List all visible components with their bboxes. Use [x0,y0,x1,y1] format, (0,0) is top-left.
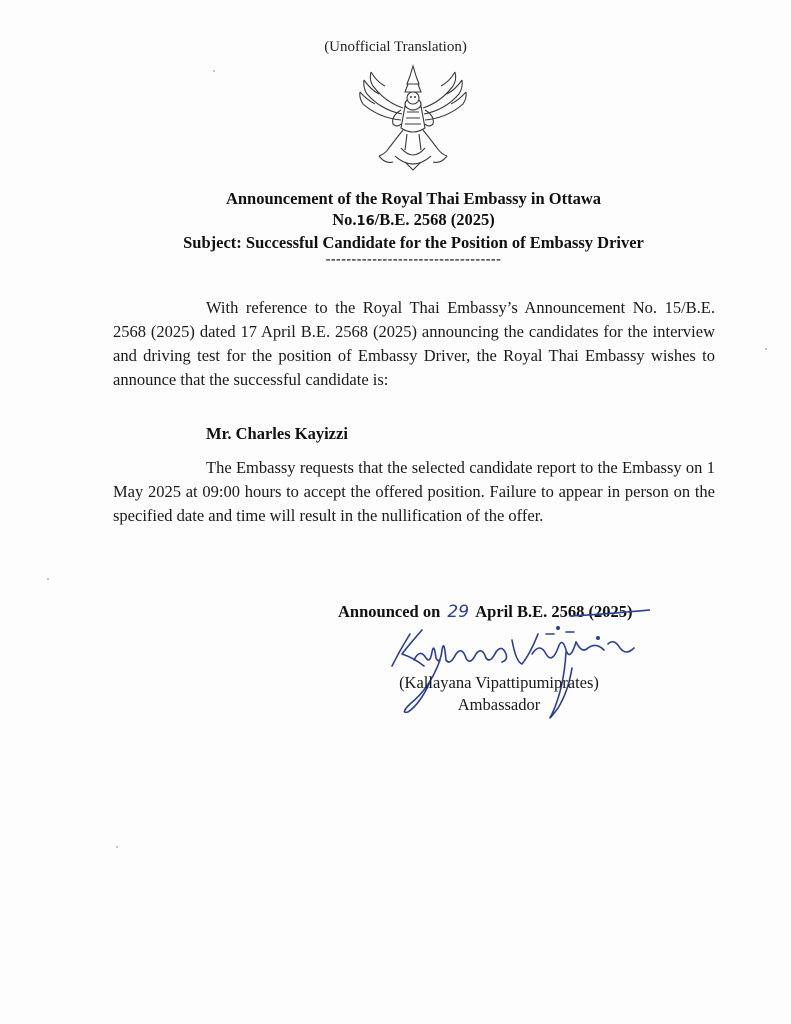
paper-speck [213,70,215,72]
announcement-title: Announcement of the Royal Thai Embassy in Ottawa [225,189,602,208]
signatory-title: Ambassador [457,695,541,714]
successful-candidate-name: Mr. Charles Kayizzi [206,424,348,443]
paper-speck [47,578,49,580]
garuda-emblem-icon [355,62,471,174]
body-paragraph-reference: With reference to the Royal Thai Embassy’s Announcement No. 15/B.E. 2568 (2025) dated 17 April B.E. 2568 (2025) announcing the candidates for the interview and driving test for the position of Embassy Driver, the Royal Thai Embassy wishes to announce that the successful candidate is: [113,298,715,389]
translation-note: (Unofficial Translation) [324,39,467,55]
announcement-subject: Subject: Successful Candidate for the Position of Embassy Driver [183,233,644,252]
signatory-block [300,672,698,716]
paper-speck [116,846,118,848]
announcement-number [0,209,791,232]
announced-day-handwritten: 29 [447,602,470,622]
paper-speck [765,348,767,350]
body-paragraph-request: The Embassy requests that the selected candidate report to the Embassy on 1 May 2025 at 09:00 hours to accept the offered position. Failure to appear in person on the specified date and time will result in the nullification of the offer. [113,458,715,525]
announcement-number-suffix: /B.E. 2568 (2025) [374,210,495,229]
announcement-number-handwritten: 16 [356,214,375,229]
announcement-number-prefix: No. [332,210,357,229]
announced-prefix: Announced on [338,602,441,621]
announced-suffix: April B.E. 2568 (2025) [475,602,633,621]
heading-divider: ---------------------------------- [325,252,502,267]
announcement-heading [0,188,791,266]
signatory-name: (Kallayana Vipattipumiprates) [399,673,599,692]
